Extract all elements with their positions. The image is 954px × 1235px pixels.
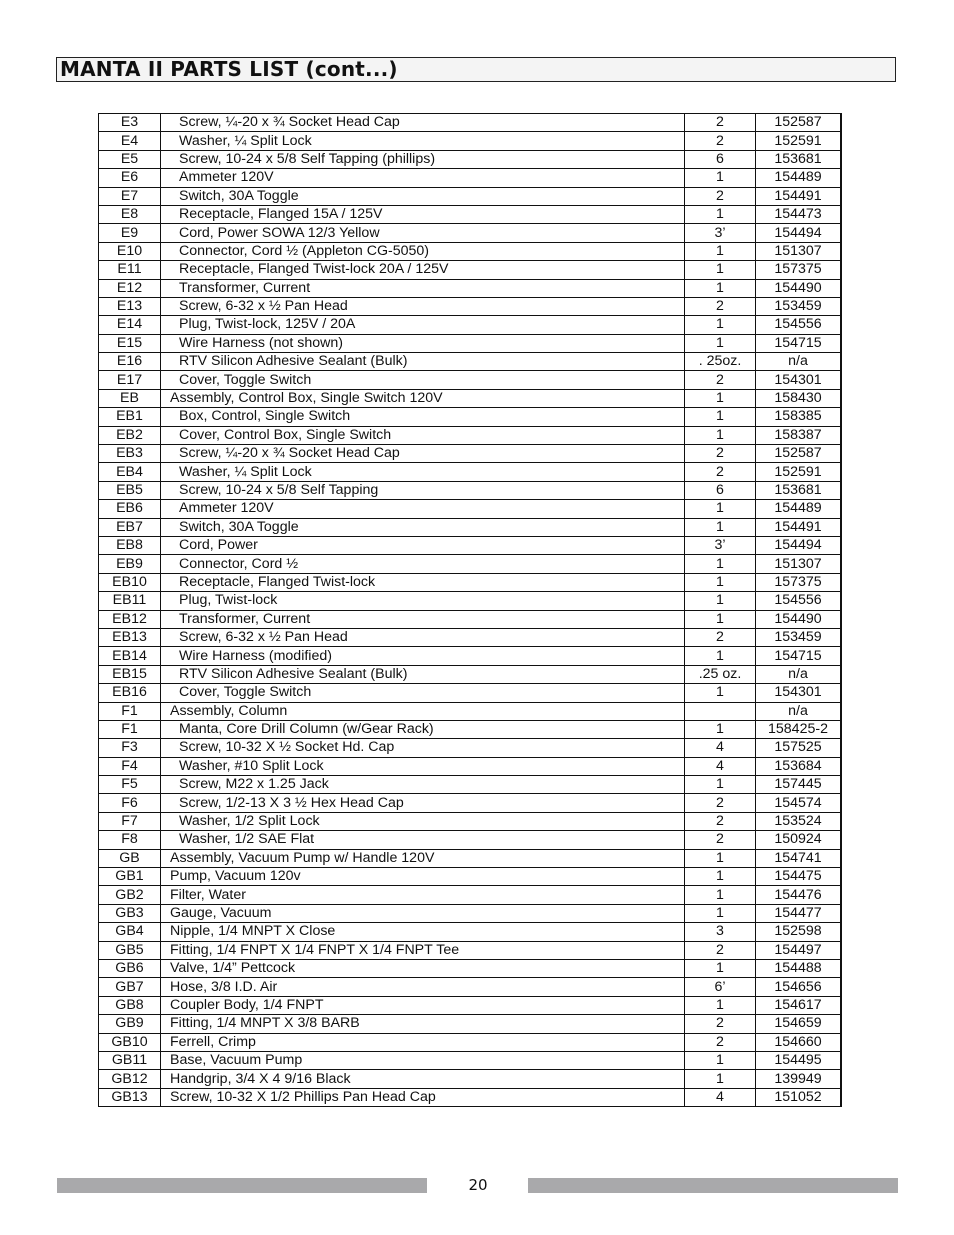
quantity-cell: 1 bbox=[685, 720, 756, 738]
part-number-cell: 154656 bbox=[756, 978, 842, 996]
table-row bbox=[99, 187, 842, 205]
part-number-cell: 154556 bbox=[756, 316, 842, 334]
table-row bbox=[99, 831, 842, 849]
table-row bbox=[99, 463, 842, 481]
part-number-cell: 150924 bbox=[756, 831, 842, 849]
table-row bbox=[99, 408, 842, 426]
part-number-cell: 154617 bbox=[756, 996, 842, 1014]
description-cell: Nipple, 1/4 MNPT X Close bbox=[161, 923, 685, 941]
description-cell: Fitting, 1/4 MNPT X 3/8 BARB bbox=[161, 1015, 685, 1033]
description-cell: Assembly, Vacuum Pump w/ Handle 120V bbox=[161, 849, 685, 867]
quantity-cell: 2 bbox=[685, 831, 756, 849]
item-number-cell: E15 bbox=[99, 334, 161, 352]
table-row bbox=[99, 720, 842, 738]
quantity-cell: 2 bbox=[685, 794, 756, 812]
part-number-cell: 151307 bbox=[756, 242, 842, 260]
item-number-cell: E14 bbox=[99, 316, 161, 334]
quantity-cell: 1 bbox=[685, 169, 756, 187]
description-cell: Receptacle, Flanged Twist-lock 20A / 125V bbox=[161, 261, 685, 279]
table-row bbox=[99, 592, 842, 610]
quantity-cell: 1 bbox=[685, 426, 756, 444]
parts-table bbox=[98, 113, 842, 1107]
description-cell: Ammeter 120V bbox=[161, 500, 685, 518]
quantity-cell: 2 bbox=[685, 463, 756, 481]
item-number-cell: F6 bbox=[99, 794, 161, 812]
description-cell: Washer, ¼ Split Lock bbox=[161, 132, 685, 150]
part-number-cell: 154494 bbox=[756, 224, 842, 242]
table-row bbox=[99, 978, 842, 996]
item-number-cell: E3 bbox=[99, 114, 161, 132]
quantity-cell: 3’ bbox=[685, 224, 756, 242]
item-number-cell: EB5 bbox=[99, 481, 161, 499]
part-number-cell: 157445 bbox=[756, 776, 842, 794]
table-row bbox=[99, 205, 842, 223]
item-number-cell: E16 bbox=[99, 353, 161, 371]
item-number-cell: E10 bbox=[99, 242, 161, 260]
quantity-cell: 2 bbox=[685, 941, 756, 959]
item-number-cell: F5 bbox=[99, 776, 161, 794]
description-cell: Washer, 1/2 SAE Flat bbox=[161, 831, 685, 849]
item-number-cell: F7 bbox=[99, 812, 161, 830]
item-number-cell: GB7 bbox=[99, 978, 161, 996]
part-number-cell: 154475 bbox=[756, 868, 842, 886]
part-number-cell: 158387 bbox=[756, 426, 842, 444]
item-number-cell: EB7 bbox=[99, 518, 161, 536]
description-cell: Cover, Toggle Switch bbox=[161, 684, 685, 702]
table-row bbox=[99, 555, 842, 573]
part-number-cell: 154477 bbox=[756, 904, 842, 922]
quantity-cell: 2 bbox=[685, 114, 756, 132]
table-row bbox=[99, 114, 842, 132]
table-row bbox=[99, 868, 842, 886]
quantity-cell: 2 bbox=[685, 297, 756, 315]
table-row bbox=[99, 426, 842, 444]
quantity-cell: 1 bbox=[685, 389, 756, 407]
description-cell: Filter, Water bbox=[161, 886, 685, 904]
description-cell: Wire Harness (modified) bbox=[161, 647, 685, 665]
table-row bbox=[99, 353, 842, 371]
item-number-cell: EB15 bbox=[99, 665, 161, 683]
table-row bbox=[99, 886, 842, 904]
page-number: 20 bbox=[468, 1176, 488, 1194]
item-number-cell: GB9 bbox=[99, 1015, 161, 1033]
part-number-cell: 154301 bbox=[756, 371, 842, 389]
part-number-cell: 153684 bbox=[756, 757, 842, 775]
part-number-cell: 152587 bbox=[756, 114, 842, 132]
description-cell: Ammeter 120V bbox=[161, 169, 685, 187]
quantity-cell: 2 bbox=[685, 812, 756, 830]
quantity-cell: 1 bbox=[685, 555, 756, 573]
description-cell: Screw, ¼-20 x ¾ Socket Head Cap bbox=[161, 445, 685, 463]
table-row bbox=[99, 647, 842, 665]
quantity-cell: 1 bbox=[685, 592, 756, 610]
part-number-cell: 158385 bbox=[756, 408, 842, 426]
description-cell: RTV Silicon Adhesive Sealant (Bulk) bbox=[161, 665, 685, 683]
quantity-cell: 1 bbox=[685, 959, 756, 977]
item-number-cell: E13 bbox=[99, 297, 161, 315]
footer-bar-left bbox=[57, 1178, 427, 1193]
quantity-cell: 1 bbox=[685, 647, 756, 665]
item-number-cell: EB16 bbox=[99, 684, 161, 702]
table-row bbox=[99, 996, 842, 1014]
description-cell: Box, Control, Single Switch bbox=[161, 408, 685, 426]
quantity-cell: 1 bbox=[685, 316, 756, 334]
table-row bbox=[99, 941, 842, 959]
quantity-cell: 1 bbox=[685, 205, 756, 223]
description-cell: Washer, #10 Split Lock bbox=[161, 757, 685, 775]
description-cell: Cover, Control Box, Single Switch bbox=[161, 426, 685, 444]
description-cell: Hose, 3/8 I.D. Air bbox=[161, 978, 685, 996]
table-row bbox=[99, 297, 842, 315]
quantity-cell: 2 bbox=[685, 371, 756, 389]
table-row bbox=[99, 261, 842, 279]
description-cell: Plug, Twist-lock bbox=[161, 592, 685, 610]
quantity-cell: 1 bbox=[685, 776, 756, 794]
table-row bbox=[99, 1033, 842, 1051]
description-cell: Fitting, 1/4 FNPT X 1/4 FNPT X 1/4 FNPT Tee bbox=[161, 941, 685, 959]
quantity-cell: . 25oz. bbox=[685, 353, 756, 371]
quantity-cell: 4 bbox=[685, 1088, 756, 1106]
description-cell: Pump, Vacuum 120v bbox=[161, 868, 685, 886]
part-number-cell: n/a bbox=[756, 665, 842, 683]
description-cell: Switch, 30A Toggle bbox=[161, 187, 685, 205]
quantity-cell: 2 bbox=[685, 132, 756, 150]
table-row bbox=[99, 959, 842, 977]
description-cell: Receptacle, Flanged 15A / 125V bbox=[161, 205, 685, 223]
quantity-cell: 1 bbox=[685, 408, 756, 426]
item-number-cell: F1 bbox=[99, 702, 161, 720]
item-number-cell: F4 bbox=[99, 757, 161, 775]
item-number-cell: E5 bbox=[99, 150, 161, 168]
item-number-cell: EB4 bbox=[99, 463, 161, 481]
part-number-cell: 139949 bbox=[756, 1070, 842, 1088]
part-number-cell: 154489 bbox=[756, 500, 842, 518]
item-number-cell: E4 bbox=[99, 132, 161, 150]
item-number-cell: F3 bbox=[99, 739, 161, 757]
table-row bbox=[99, 812, 842, 830]
description-cell: Valve, 1/4” Pettcock bbox=[161, 959, 685, 977]
description-cell: Screw, 10-32 X ½ Socket Hd. Cap bbox=[161, 739, 685, 757]
item-number-cell: E17 bbox=[99, 371, 161, 389]
description-cell: Cord, Power bbox=[161, 536, 685, 554]
quantity-cell: 6 bbox=[685, 481, 756, 499]
item-number-cell: GB13 bbox=[99, 1088, 161, 1106]
part-number-cell: 154659 bbox=[756, 1015, 842, 1033]
description-cell: Washer, 1/2 Split Lock bbox=[161, 812, 685, 830]
part-number-cell: 154715 bbox=[756, 647, 842, 665]
part-number-cell: 154488 bbox=[756, 959, 842, 977]
part-number-cell: 154574 bbox=[756, 794, 842, 812]
item-number-cell: EB13 bbox=[99, 628, 161, 646]
quantity-cell: 1 bbox=[685, 518, 756, 536]
quantity-cell: 1 bbox=[685, 242, 756, 260]
quantity-cell: 1 bbox=[685, 500, 756, 518]
description-cell: Washer, ¼ Split Lock bbox=[161, 463, 685, 481]
item-number-cell: GB6 bbox=[99, 959, 161, 977]
part-number-cell: 154490 bbox=[756, 610, 842, 628]
part-number-cell: 152591 bbox=[756, 463, 842, 481]
description-cell: Screw, 6-32 x ½ Pan Head bbox=[161, 628, 685, 646]
quantity-cell bbox=[685, 702, 756, 720]
part-number-cell: 154494 bbox=[756, 536, 842, 554]
part-number-cell: 154556 bbox=[756, 592, 842, 610]
part-number-cell: n/a bbox=[756, 353, 842, 371]
table-row bbox=[99, 536, 842, 554]
quantity-cell: 1 bbox=[685, 849, 756, 867]
table-row bbox=[99, 1088, 842, 1106]
part-number-cell: 154715 bbox=[756, 334, 842, 352]
table-row bbox=[99, 849, 842, 867]
item-number-cell: EB14 bbox=[99, 647, 161, 665]
table-row bbox=[99, 610, 842, 628]
item-number-cell: E8 bbox=[99, 205, 161, 223]
quantity-cell: 1 bbox=[685, 279, 756, 297]
quantity-cell: 1 bbox=[685, 904, 756, 922]
quantity-cell: 1 bbox=[685, 684, 756, 702]
item-number-cell: E12 bbox=[99, 279, 161, 297]
table-row bbox=[99, 169, 842, 187]
quantity-cell: 1 bbox=[685, 334, 756, 352]
part-number-cell: 151307 bbox=[756, 555, 842, 573]
quantity-cell: 1 bbox=[685, 610, 756, 628]
description-cell: Transformer, Current bbox=[161, 610, 685, 628]
table-row bbox=[99, 702, 842, 720]
item-number-cell: E7 bbox=[99, 187, 161, 205]
item-number-cell: EB1 bbox=[99, 408, 161, 426]
description-cell: Connector, Cord ½ (Appleton CG-5050) bbox=[161, 242, 685, 260]
quantity-cell: 2 bbox=[685, 628, 756, 646]
table-row bbox=[99, 132, 842, 150]
table-row bbox=[99, 794, 842, 812]
part-number-cell: 152591 bbox=[756, 132, 842, 150]
part-number-cell: 158425-2 bbox=[756, 720, 842, 738]
item-number-cell: GB2 bbox=[99, 886, 161, 904]
item-number-cell: E6 bbox=[99, 169, 161, 187]
part-number-cell: n/a bbox=[756, 702, 842, 720]
part-number-cell: 158430 bbox=[756, 389, 842, 407]
item-number-cell: GB1 bbox=[99, 868, 161, 886]
item-number-cell: EB8 bbox=[99, 536, 161, 554]
item-number-cell: EB9 bbox=[99, 555, 161, 573]
table-row bbox=[99, 334, 842, 352]
item-number-cell: EB10 bbox=[99, 573, 161, 591]
part-number-cell: 152587 bbox=[756, 445, 842, 463]
part-number-cell: 154741 bbox=[756, 849, 842, 867]
quantity-cell: 3’ bbox=[685, 536, 756, 554]
part-number-cell: 153681 bbox=[756, 481, 842, 499]
description-cell: Ferrell, Crimp bbox=[161, 1033, 685, 1051]
quantity-cell: 2 bbox=[685, 187, 756, 205]
part-number-cell: 157375 bbox=[756, 573, 842, 591]
part-number-cell: 153459 bbox=[756, 628, 842, 646]
quantity-cell: 1 bbox=[685, 573, 756, 591]
item-number-cell: GB12 bbox=[99, 1070, 161, 1088]
description-cell: Wire Harness (not shown) bbox=[161, 334, 685, 352]
description-cell: Screw, 10-24 x 5/8 Self Tapping bbox=[161, 481, 685, 499]
quantity-cell: 1 bbox=[685, 868, 756, 886]
table-row bbox=[99, 1070, 842, 1088]
quantity-cell: 6 bbox=[685, 150, 756, 168]
part-number-cell: 153681 bbox=[756, 150, 842, 168]
item-number-cell: F8 bbox=[99, 831, 161, 849]
table-row bbox=[99, 684, 842, 702]
table-row bbox=[99, 904, 842, 922]
description-cell: Plug, Twist-lock, 125V / 20A bbox=[161, 316, 685, 334]
item-number-cell: GB3 bbox=[99, 904, 161, 922]
part-number-cell: 154491 bbox=[756, 518, 842, 536]
item-number-cell: EB2 bbox=[99, 426, 161, 444]
part-number-cell: 154495 bbox=[756, 1051, 842, 1069]
description-cell: Manta, Core Drill Column (w/Gear Rack) bbox=[161, 720, 685, 738]
description-cell: Screw, 6-32 x ½ Pan Head bbox=[161, 297, 685, 315]
quantity-cell: 1 bbox=[685, 886, 756, 904]
item-number-cell: EB3 bbox=[99, 445, 161, 463]
part-number-cell: 154489 bbox=[756, 169, 842, 187]
item-number-cell: GB11 bbox=[99, 1051, 161, 1069]
description-cell: RTV Silicon Adhesive Sealant (Bulk) bbox=[161, 353, 685, 371]
description-cell: Base, Vacuum Pump bbox=[161, 1051, 685, 1069]
part-number-cell: 152598 bbox=[756, 923, 842, 941]
item-number-cell: F1 bbox=[99, 720, 161, 738]
description-cell: Transformer, Current bbox=[161, 279, 685, 297]
part-number-cell: 154660 bbox=[756, 1033, 842, 1051]
table-row bbox=[99, 757, 842, 775]
description-cell: Screw, 1/2-13 X 3 ½ Hex Head Cap bbox=[161, 794, 685, 812]
table-row bbox=[99, 150, 842, 168]
item-number-cell: E11 bbox=[99, 261, 161, 279]
quantity-cell: .25 oz. bbox=[685, 665, 756, 683]
quantity-cell: 4 bbox=[685, 757, 756, 775]
quantity-cell: 4 bbox=[685, 739, 756, 757]
description-cell: Screw, M22 x 1.25 Jack bbox=[161, 776, 685, 794]
table-row bbox=[99, 389, 842, 407]
item-number-cell: GB8 bbox=[99, 996, 161, 1014]
part-number-cell: 153459 bbox=[756, 297, 842, 315]
description-cell: Handgrip, 3/4 X 4 9/16 Black bbox=[161, 1070, 685, 1088]
item-number-cell: GB10 bbox=[99, 1033, 161, 1051]
table-row bbox=[99, 1051, 842, 1069]
footer-bar-right bbox=[528, 1178, 898, 1193]
quantity-cell: 2 bbox=[685, 445, 756, 463]
table-row bbox=[99, 279, 842, 297]
table-row bbox=[99, 739, 842, 757]
item-number-cell: GB5 bbox=[99, 941, 161, 959]
table-row bbox=[99, 242, 842, 260]
quantity-cell: 2 bbox=[685, 1033, 756, 1051]
table-row bbox=[99, 481, 842, 499]
item-number-cell: EB bbox=[99, 389, 161, 407]
description-cell: Receptacle, Flanged Twist-lock bbox=[161, 573, 685, 591]
quantity-cell: 2 bbox=[685, 1015, 756, 1033]
item-number-cell: GB bbox=[99, 849, 161, 867]
table-row bbox=[99, 628, 842, 646]
part-number-cell: 154491 bbox=[756, 187, 842, 205]
quantity-cell: 6’ bbox=[685, 978, 756, 996]
quantity-cell: 1 bbox=[685, 996, 756, 1014]
table-row bbox=[99, 923, 842, 941]
item-number-cell: EB12 bbox=[99, 610, 161, 628]
quantity-cell: 1 bbox=[685, 261, 756, 279]
table-row bbox=[99, 500, 842, 518]
part-number-cell: 157525 bbox=[756, 739, 842, 757]
part-number-cell: 157375 bbox=[756, 261, 842, 279]
table-row bbox=[99, 316, 842, 334]
description-cell: Cord, Power SOWA 12/3 Yellow bbox=[161, 224, 685, 242]
description-cell: Cover, Toggle Switch bbox=[161, 371, 685, 389]
description-cell: Assembly, Control Box, Single Switch 120V bbox=[161, 389, 685, 407]
table-row bbox=[99, 665, 842, 683]
table-row bbox=[99, 776, 842, 794]
part-number-cell: 151052 bbox=[756, 1088, 842, 1106]
table-row bbox=[99, 224, 842, 242]
table-row bbox=[99, 371, 842, 389]
quantity-cell: 3 bbox=[685, 923, 756, 941]
description-cell: Screw, ¼-20 x ¾ Socket Head Cap bbox=[161, 114, 685, 132]
item-number-cell: GB4 bbox=[99, 923, 161, 941]
description-cell: Coupler Body, 1/4 FNPT bbox=[161, 996, 685, 1014]
parts-table-body bbox=[99, 114, 842, 1107]
part-number-cell: 154301 bbox=[756, 684, 842, 702]
description-cell: Assembly, Column bbox=[161, 702, 685, 720]
part-number-cell: 153524 bbox=[756, 812, 842, 830]
table-row bbox=[99, 445, 842, 463]
item-number-cell: EB11 bbox=[99, 592, 161, 610]
description-cell: Gauge, Vacuum bbox=[161, 904, 685, 922]
page-header bbox=[56, 57, 896, 82]
description-cell: Screw, 10-24 x 5/8 Self Tapping (phillips) bbox=[161, 150, 685, 168]
part-number-cell: 154497 bbox=[756, 941, 842, 959]
item-number-cell: E9 bbox=[99, 224, 161, 242]
table-row bbox=[99, 1015, 842, 1033]
part-number-cell: 154476 bbox=[756, 886, 842, 904]
part-number-cell: 154473 bbox=[756, 205, 842, 223]
part-number-cell: 154490 bbox=[756, 279, 842, 297]
table-row bbox=[99, 518, 842, 536]
description-cell: Switch, 30A Toggle bbox=[161, 518, 685, 536]
description-cell: Screw, 10-32 X 1/2 Phillips Pan Head Cap bbox=[161, 1088, 685, 1106]
quantity-cell: 1 bbox=[685, 1051, 756, 1069]
item-number-cell: EB6 bbox=[99, 500, 161, 518]
page-title: MANTA II PARTS LIST (cont...) bbox=[60, 57, 398, 81]
description-cell: Connector, Cord ½ bbox=[161, 555, 685, 573]
table-row bbox=[99, 573, 842, 591]
quantity-cell: 1 bbox=[685, 1070, 756, 1088]
